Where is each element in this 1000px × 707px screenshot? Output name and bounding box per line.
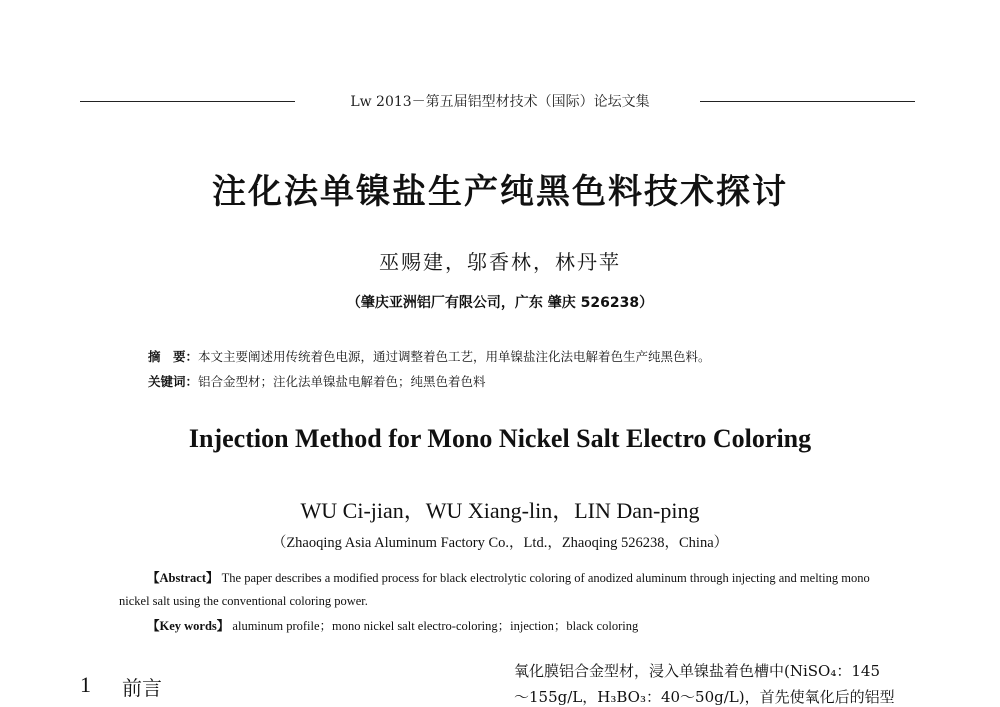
english-keywords bbox=[147, 616, 638, 634]
chinese-abstract bbox=[148, 347, 711, 365]
chinese-abstract-label: 摘 要： bbox=[148, 349, 199, 364]
body-text-line-1: 氧化膜铝合金型材，浸入单镍盐着色槽中(NiSO₄：145 bbox=[514, 662, 880, 680]
chinese-keywords bbox=[148, 372, 486, 390]
section-title: 前言 bbox=[122, 676, 162, 700]
english-affiliation: （Zhaoqing Asia Aluminum Factory Co.，Ltd.，Zhaoqing 526238，China） bbox=[271, 535, 729, 551]
section-number: 1 bbox=[80, 672, 91, 697]
english-abstract-text: The paper describes a modified process for black electrolytic coloring of anodized aluminum through injecting and melting mono nickel salt using the conventional coloring power. bbox=[119, 571, 870, 608]
running-header: Lw 2013－第五届铝型材技术（国际）论坛文集 bbox=[350, 94, 650, 110]
chinese-abstract-text: 本文主要阐述用传统着色电源，通过调整着色工艺，用单镍盐注化法电解着色生产纯黑色料。 bbox=[198, 349, 711, 364]
body-text-line-2: ～155g/L，H₃BO₃：40～50g/L)，首先使氧化后的铝型 bbox=[514, 688, 895, 706]
english-keywords-label: 【Key words】 bbox=[147, 619, 230, 633]
english-keywords-text: aluminum profile；mono nickel salt electro-coloring；injection；black coloring bbox=[232, 619, 639, 633]
chinese-authors: 巫赐建，邬香林，林丹苹 bbox=[379, 250, 621, 274]
english-abstract-label: 【Abstract】 bbox=[147, 571, 219, 585]
english-authors: WU Ci-jian，WU Xiang-lin，LIN Dan-ping bbox=[300, 498, 700, 523]
chinese-keywords-text: 铝合金型材；注化法单镍盐电解着色；纯黑色着色料 bbox=[198, 374, 486, 389]
chinese-affiliation: （肇庆亚洲铝厂有限公司，广东 肇庆 526238） bbox=[346, 295, 654, 311]
english-abstract bbox=[119, 567, 889, 613]
english-title: Injection Method for Mono Nickel Salt Electro Coloring bbox=[188, 424, 812, 453]
chinese-keywords-label: 关键词： bbox=[148, 374, 199, 389]
chinese-title: 注化法单镍盐生产纯黑色料技术探讨 bbox=[212, 172, 788, 212]
